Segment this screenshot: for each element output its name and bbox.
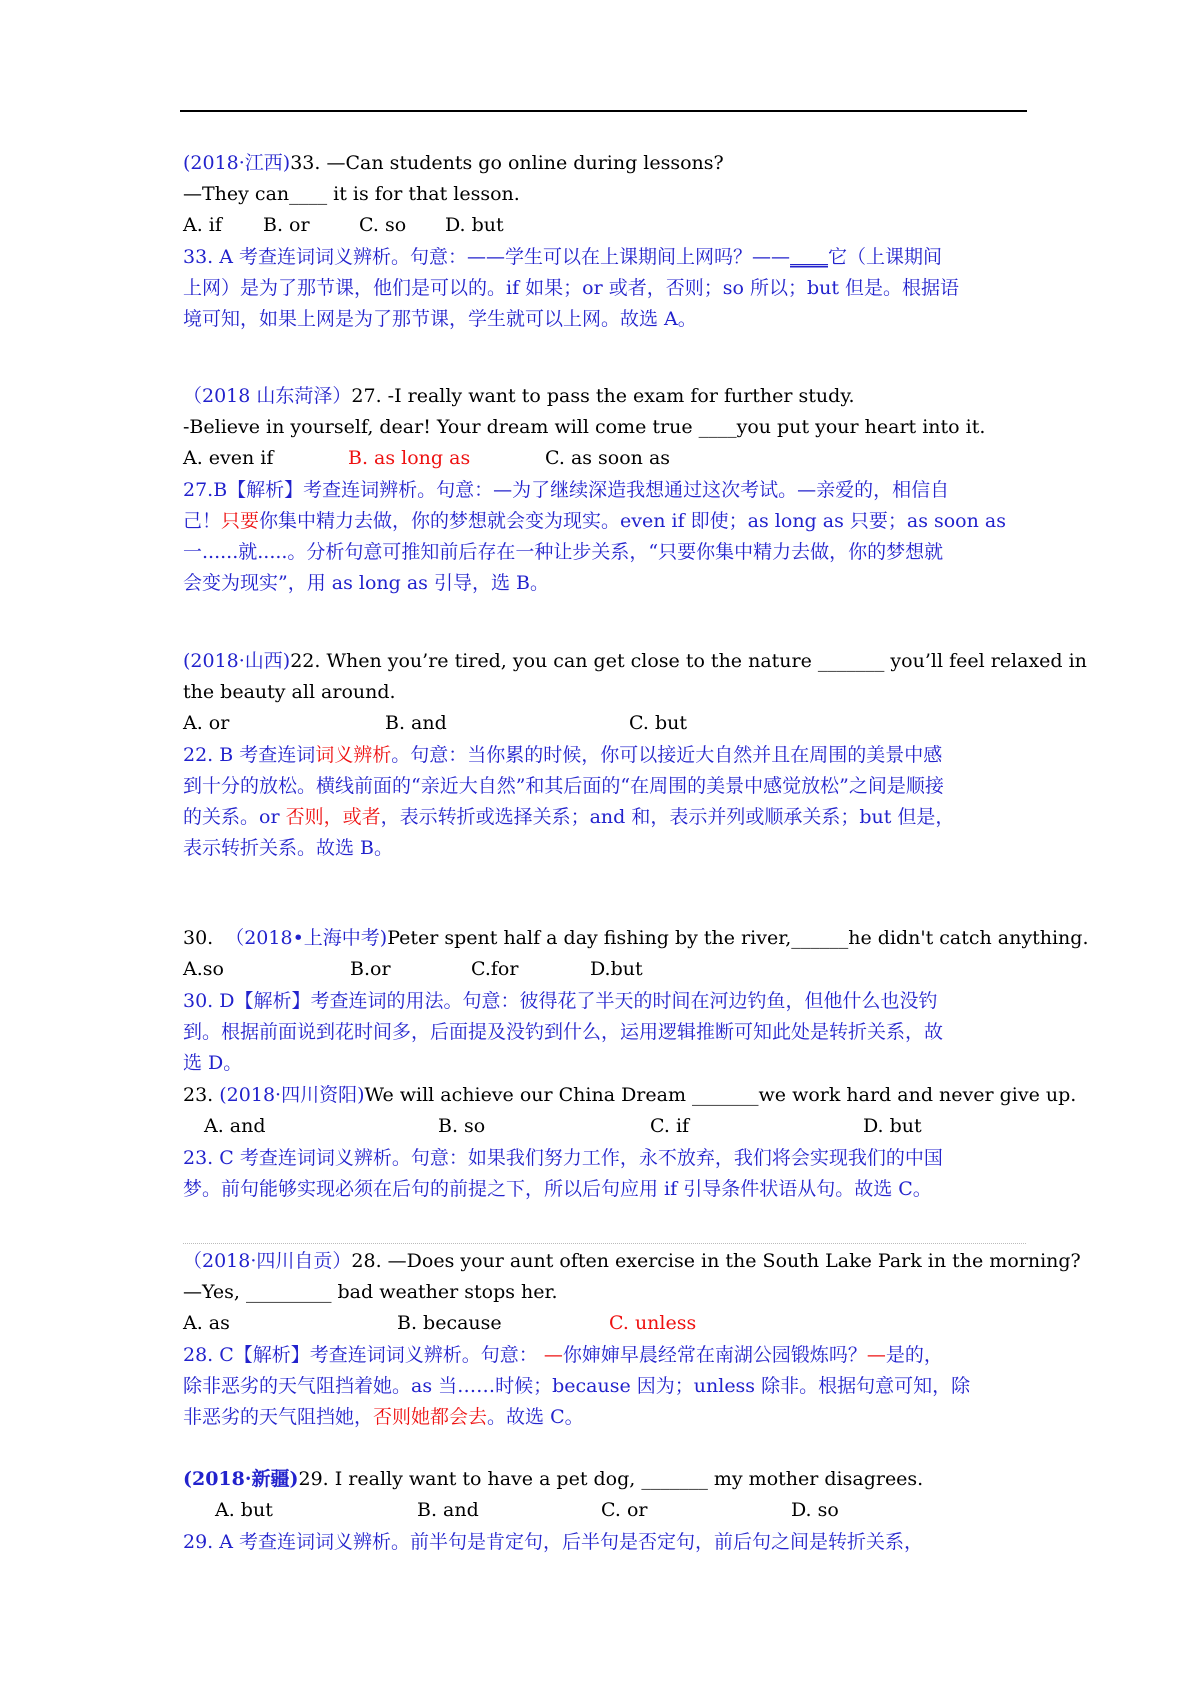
q30-stem: 30. （2018•上海中考)Peter spent half a day fishing by the river,______he didn't catch anything. <box>183 927 1089 949</box>
q29-option-d: D. so <box>791 1499 839 1521</box>
q30-answer-line1: 30. D【解析】考查连词的用法。句意：彼得花了半天的时间在河边钓鱼，但他什么也没钓 <box>183 990 938 1012</box>
q22-answer-line1: 22. B 考查连词词义辨析。句意：当你累的时候，你可以接近大自然并且在周围的美景中感 <box>183 744 943 766</box>
q23-option-c: C. if <box>650 1115 690 1137</box>
q23-source: (2018·四川资阳) <box>219 1084 365 1106</box>
q22-source: (2018·山西) <box>183 650 291 672</box>
q29-source: (2018·新疆) <box>183 1468 299 1490</box>
q33-option-b: B. or <box>263 214 310 236</box>
q33-option-a: A. if <box>183 214 222 236</box>
q27-line2: -Believe in yourself, dear! Your dream will come true ____you put your heart into it. <box>183 416 986 438</box>
q27-answer-line4: 会变为现实”，用 as long as 引导，选 B。 <box>183 572 549 594</box>
q28-stem: （2018·四川自贡）28. —Does your aunt often exercise in the South Lake Park in the morning? <box>183 1250 1081 1272</box>
q22-answer-line2: 到十分的放松。横线前面的“亲近大自然”和其后面的“在周围的美景中感觉放松”之间是顺接 <box>183 775 944 797</box>
q33-answer-line1: 33. A 考查连词词义辨析。句意：——学生可以在上课期间上网吗？——____它（上课期间 <box>183 246 943 268</box>
q30-answer-line2: 到。根据前面说到花时间多，后面提及没钓到什么，运用逻辑推断可知此处是转折关系，故 <box>183 1021 944 1043</box>
q27-answer-line3: 一......就.....。分析句意可推知前后存在一种让步关系，“只要你集中精力去做，你的梦想就 <box>183 541 944 563</box>
q27-answer-line2: 己！只要你集中精力去做，你的梦想就会变为现实。even if 即使；as long as 只要；as soon as <box>183 510 1006 532</box>
q33-source: (2018·江西) <box>183 152 291 174</box>
q30-option-d: D.but <box>590 958 643 980</box>
q27-answer-line1: 27.B【解析】考查连词辨析。句意：—为了继续深造我想通过这次考试。—亲爱的，相信自 <box>183 479 950 501</box>
q28-answer-line1: 28. C【解析】考查连词词义辨析。句意： —你婶婶早晨经常在南湖公园锻炼吗？—是的， <box>183 1344 943 1366</box>
q23-option-d: D. but <box>863 1115 922 1137</box>
q30-answer-line3: 选 D。 <box>183 1052 243 1074</box>
q28-line2: —Yes, _________ bad weather stops her. <box>183 1281 558 1303</box>
q27-source: （2018 山东菏泽） <box>183 385 352 407</box>
q33-line2: —They can____ it is for that lesson. <box>183 183 520 205</box>
q23-stem: 23. (2018·四川资阳)We will achieve our China Dream _______we work hard and never give up. <box>183 1084 1077 1106</box>
q22-line2: the beauty all around. <box>183 681 396 703</box>
q30-option-c: C.for <box>471 958 519 980</box>
q23-answer-line2: 梦。前句能够实现必须在后句的前提之下，所以后句应用 if 引导条件状语从句。故选 C。 <box>183 1178 932 1200</box>
q30-source: （2018•上海中考) <box>225 927 388 949</box>
q29-stem: (2018·新疆)29. I really want to have a pet dog, _______ my mother disagrees. <box>183 1468 924 1490</box>
q29-option-a: A. but <box>215 1499 273 1521</box>
q22-option-b: B. and <box>385 712 447 734</box>
q30-option-a: A.so <box>183 958 224 980</box>
q22-option-c: C. but <box>629 712 687 734</box>
q33-option-c: C. so <box>359 214 407 236</box>
q22-stem: (2018·山西)22. When you’re tired, you can get close to the nature _______ you’ll feel relaxed in <box>183 650 1087 672</box>
q22-answer-line4: 表示转折关系。故选 B。 <box>183 837 394 859</box>
q28-source: （2018·四川自贡） <box>183 1250 352 1272</box>
q28-answer-line2: 除非恶劣的天气阻挡着她。as 当……时候；because 因为；unless 除非。根据句意可知，除 <box>183 1375 971 1397</box>
q22-option-a: A. or <box>183 712 230 734</box>
q22-options <box>183 710 703 736</box>
q33-answer-line3: 境可知，如果上网是为了那节课，学生就可以上网。故选 A。 <box>183 308 697 330</box>
q33-option-d: D. but <box>445 214 504 236</box>
q27-option-b: B. as long as <box>348 447 471 469</box>
q23-options <box>204 1113 924 1139</box>
q30-option-b: B.or <box>350 958 391 980</box>
q23-option-a: A. and <box>204 1115 266 1137</box>
q28-answer-line3: 非恶劣的天气阻挡她，否则她都会去。故选 C。 <box>183 1406 584 1428</box>
header-rule <box>180 110 1027 112</box>
q27-stem: （2018 山东菏泽）27. -I really want to pass the exam for further study. <box>183 385 855 407</box>
q27-option-a: A. even if <box>183 447 274 469</box>
q28-options <box>183 1310 697 1336</box>
q29-option-c: C. or <box>601 1499 648 1521</box>
q30-options <box>183 956 653 982</box>
q29-answer-line1: 29. A 考查连词词义辨析。前半句是肯定句，后半句是否定句，前后句之间是转折关系， <box>183 1531 924 1553</box>
q27-options <box>183 445 683 471</box>
q29-options <box>215 1497 855 1523</box>
q23-option-b: B. so <box>438 1115 486 1137</box>
q28-option-b: B. because <box>397 1312 502 1334</box>
section-divider <box>183 1243 1026 1244</box>
q33-answer-line2: 上网）是为了那节课，他们是可以的。if 如果；or 或者，否则；so 所以；but 但是。根据语 <box>183 277 960 299</box>
q33-stem: (2018·江西)33. —Can students go online during lessons? <box>183 152 724 174</box>
q28-option-a: A. as <box>183 1312 230 1334</box>
q29-option-b: B. and <box>417 1499 479 1521</box>
q22-answer-line3: 的关系。or 否则，或者，表示转折或选择关系；and 和，表示并列或顺承关系；but 但是， <box>183 806 955 828</box>
q23-answer-line1: 23. C 考查连词词义辨析。句意：如果我们努力工作，永不放弃，我们将会实现我们的中国 <box>183 1147 943 1169</box>
q33-options <box>183 212 503 238</box>
q27-option-c: C. as soon as <box>545 447 671 469</box>
q28-option-c: C. unless <box>609 1312 697 1334</box>
